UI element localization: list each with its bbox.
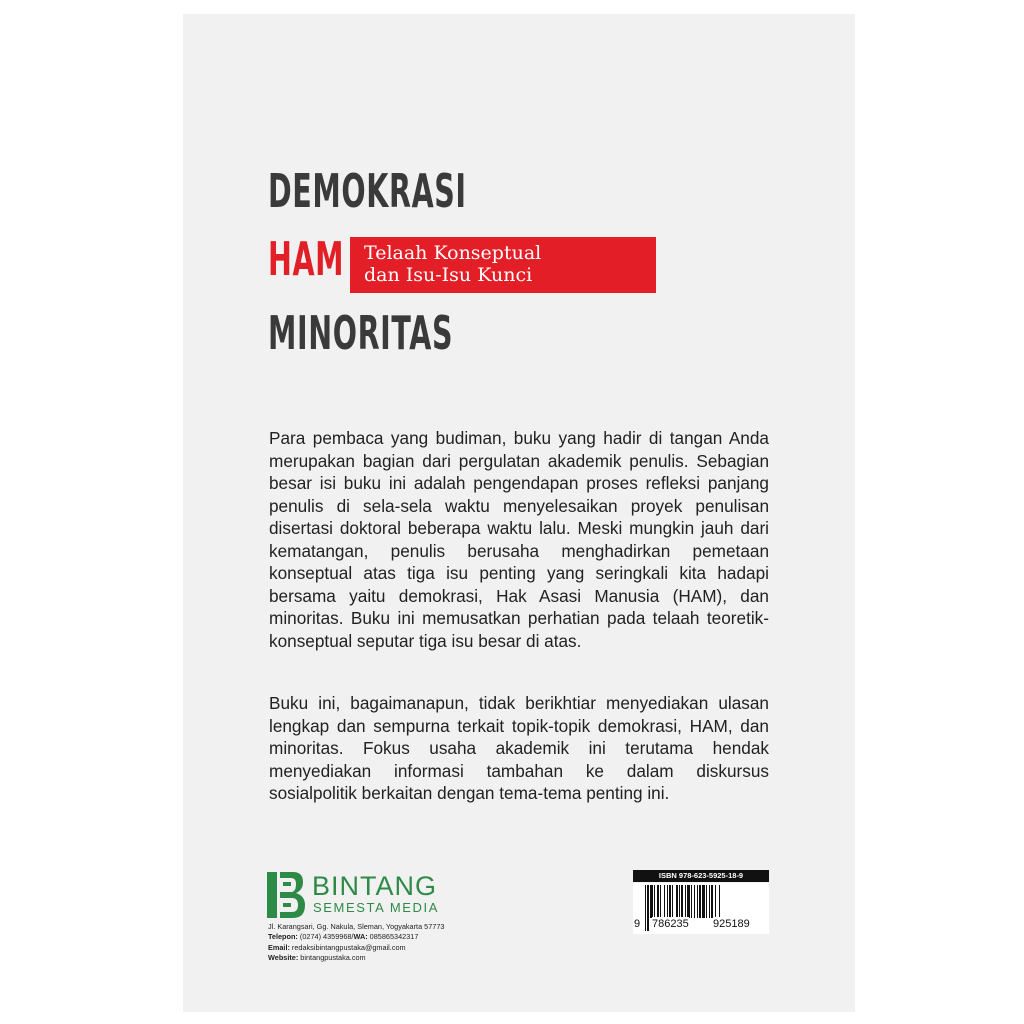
publisher-website: Website: bintangpustaka.com xyxy=(268,953,366,963)
barcode-digits-right: 925189 xyxy=(713,918,750,930)
publisher-name: BINTANG xyxy=(312,871,438,901)
publisher-contact xyxy=(268,922,568,964)
title-demokrasi: DEMOKRASI xyxy=(268,164,467,218)
subtitle-line-1: Telaah Konseptual xyxy=(364,242,542,264)
barcode-digit-first: 9 xyxy=(634,918,641,930)
publisher-phone: Telepon: (0274) 4359968/WA: 085865342317 xyxy=(268,932,419,942)
isbn-label: ISBN 978-623-5925-18-9 xyxy=(633,870,769,882)
barcode-digits-left: 786235 xyxy=(652,918,689,930)
blurb-paragraph-1: Para pembaca yang budiman, buku yang hadir di tangan Anda merupakan bagian dari pergulatan akademik penulis. Sebagian besar isi buku ini adalah pengendapan proses refleksi panjang penulis di sela-sela waktu menyelesaikan proyek penulisan disertasi doktoral beberapa waktu lalu. Meski mungkin jauh dari kematangan, penulis berusaha menghadirkan pemetaan konseptual atas tiga isu penting yang seringkali kita hadapi bersama yaitu demokrasi, Hak Asasi Manusia (HAM), dan minoritas. Buku ini memusatkan perhatian pada telaah teoretik-konseptual seputar tiga isu besar di atas. xyxy=(269,428,769,651)
title-ham: HAM xyxy=(268,232,345,286)
publisher-email: Email: redaksibintangpustaka@gmail.com xyxy=(268,942,406,952)
publisher-address: Jl. Karangsari, Gg. Nakula, Sleman, Yogyakarta 57773 xyxy=(268,922,445,931)
subtitle-banner xyxy=(350,237,656,293)
subtitle-line-2: dan Isu-Isu Kunci xyxy=(364,264,533,286)
title-minoritas: MINORITAS xyxy=(268,306,454,360)
bintang-b-logo-icon xyxy=(267,872,305,918)
blurb-paragraph-2: Buku ini, bagaimanapun, tidak berikhtiar menyediakan ulasan lengkap dan sempurna terkait topik-topik demokrasi, HAM, dan minoritas. Fokus usaha akademik ini terutama hendak menyediakan informasi tambahan ke dalam diskursus sosialpolitik berkaitan dengan tema-tema penting ini. xyxy=(269,693,769,803)
publisher-subname: SEMESTA MEDIA xyxy=(313,900,440,915)
